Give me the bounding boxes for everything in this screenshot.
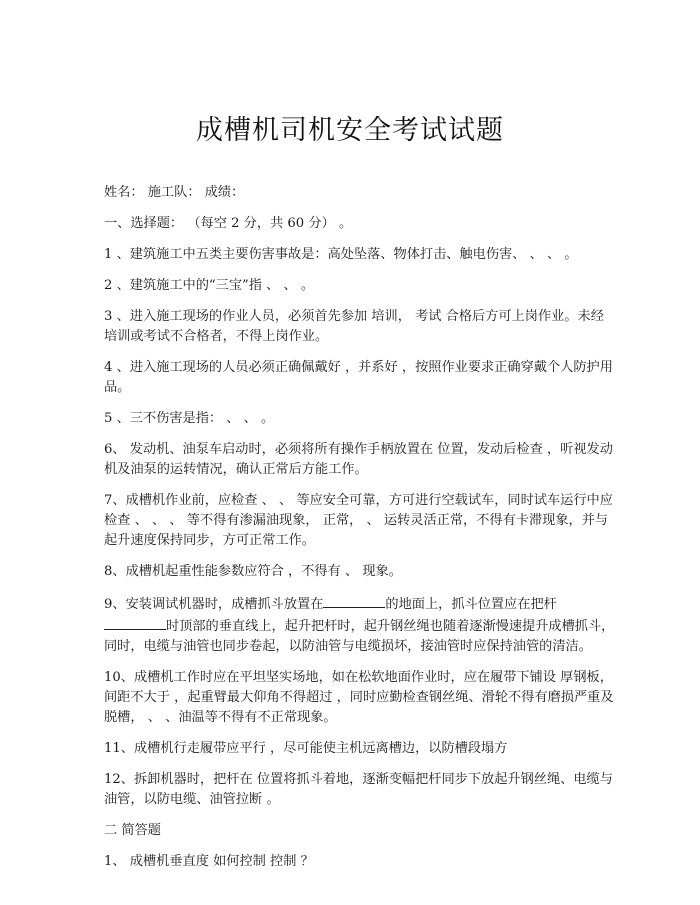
question-9-part3: 时顶部的垂直线上，起升把杆时，起升钢丝绳也随着逐渐慢速提升成槽抓斗，同时，电缆与油管也同步卷起，以防油管与电缆损坏，接油管时应保持油管的清洁。	[104, 619, 615, 654]
short-answer-1: 1、 成槽机垂直度 如何控制 控制 ？	[104, 854, 314, 869]
answer-blank	[323, 593, 385, 608]
question-9	[104, 593, 616, 657]
question-2: 2 、建筑施工中的“三宝”指 、 、 。	[104, 278, 315, 293]
section-heading-short-answer: 二 简答题	[104, 823, 161, 838]
question-1: 1 、建筑施工中五类主要伤害事故是：高处坠落、物体打击、触电伤害、 、 、 。	[104, 247, 578, 262]
answer-blank	[104, 615, 166, 630]
question-6: 6、 发动机、油泵车启动时，必须将所有操作手柄放置在 位置，发动后检查 ，听视发动机及油泵的运转情况，确认正常后方能工作。	[104, 442, 613, 477]
question-7: 7、成槽机作业前，应检查 、 、 等应安全可靠，方可进行空载试车，同时试车运行中应检查 、 、 、 等不得有渗漏油现象， 正常， 、 运转灵活正常，不得有卡滞现象，并与起升速度保持同步，方可正常工作。	[104, 493, 613, 548]
question-4: 4 、进入施工现场的人员必须正确佩戴好 ，并系好 ，按照作业要求正确穿戴个人防护用品。	[104, 360, 613, 395]
section-heading-choice: 一、选择题： （每空 2 分，共 60 分） 。	[104, 216, 353, 231]
question-12: 12、拆卸机器时，把杆在 位置将抓斗着地，逐渐变幅把杆同步下放起升钢丝绳、电缆与油管，以防电缆、油管拉断 。	[104, 772, 613, 807]
document-body	[104, 183, 616, 883]
question-5: 5 、三不伤害是指： 、 、 。	[104, 411, 275, 426]
header-fields: 姓名： 施工队： 成绩：	[104, 185, 245, 200]
question-3: 3 、进入施工现场的作业人员，必须首先参加 培训， 考试 合格后方可上岗作业。未经培训或考试不合格者，不得上岗作业。	[104, 309, 604, 344]
question-10: 10、成槽机工作时应在平坦坚实场地，如在松软地面作业时，应在履带下铺设 厚钢板，间距不大于 ，起重臂最大仰角不得超过 ，同时应勤检查钢丝绳、滑轮不得有磨损严重及脱槽， 、 、油温等不得有不正常现象。	[104, 670, 614, 725]
question-8: 8、成槽机起重性能参数应符合 ，不得有 、 现象。	[104, 564, 402, 579]
document-title: 成槽机司机安全考试试题	[196, 115, 504, 146]
question-9-part2: 的地面上，抓斗位置应在把杆	[385, 597, 557, 612]
question-11: 11、成槽机行走履带应平行 ，尽可能使主机远离槽边，以防槽段塌方	[104, 741, 508, 756]
question-9-part1: 9、安装调试机器时，成槽抓斗放置在	[104, 597, 324, 612]
